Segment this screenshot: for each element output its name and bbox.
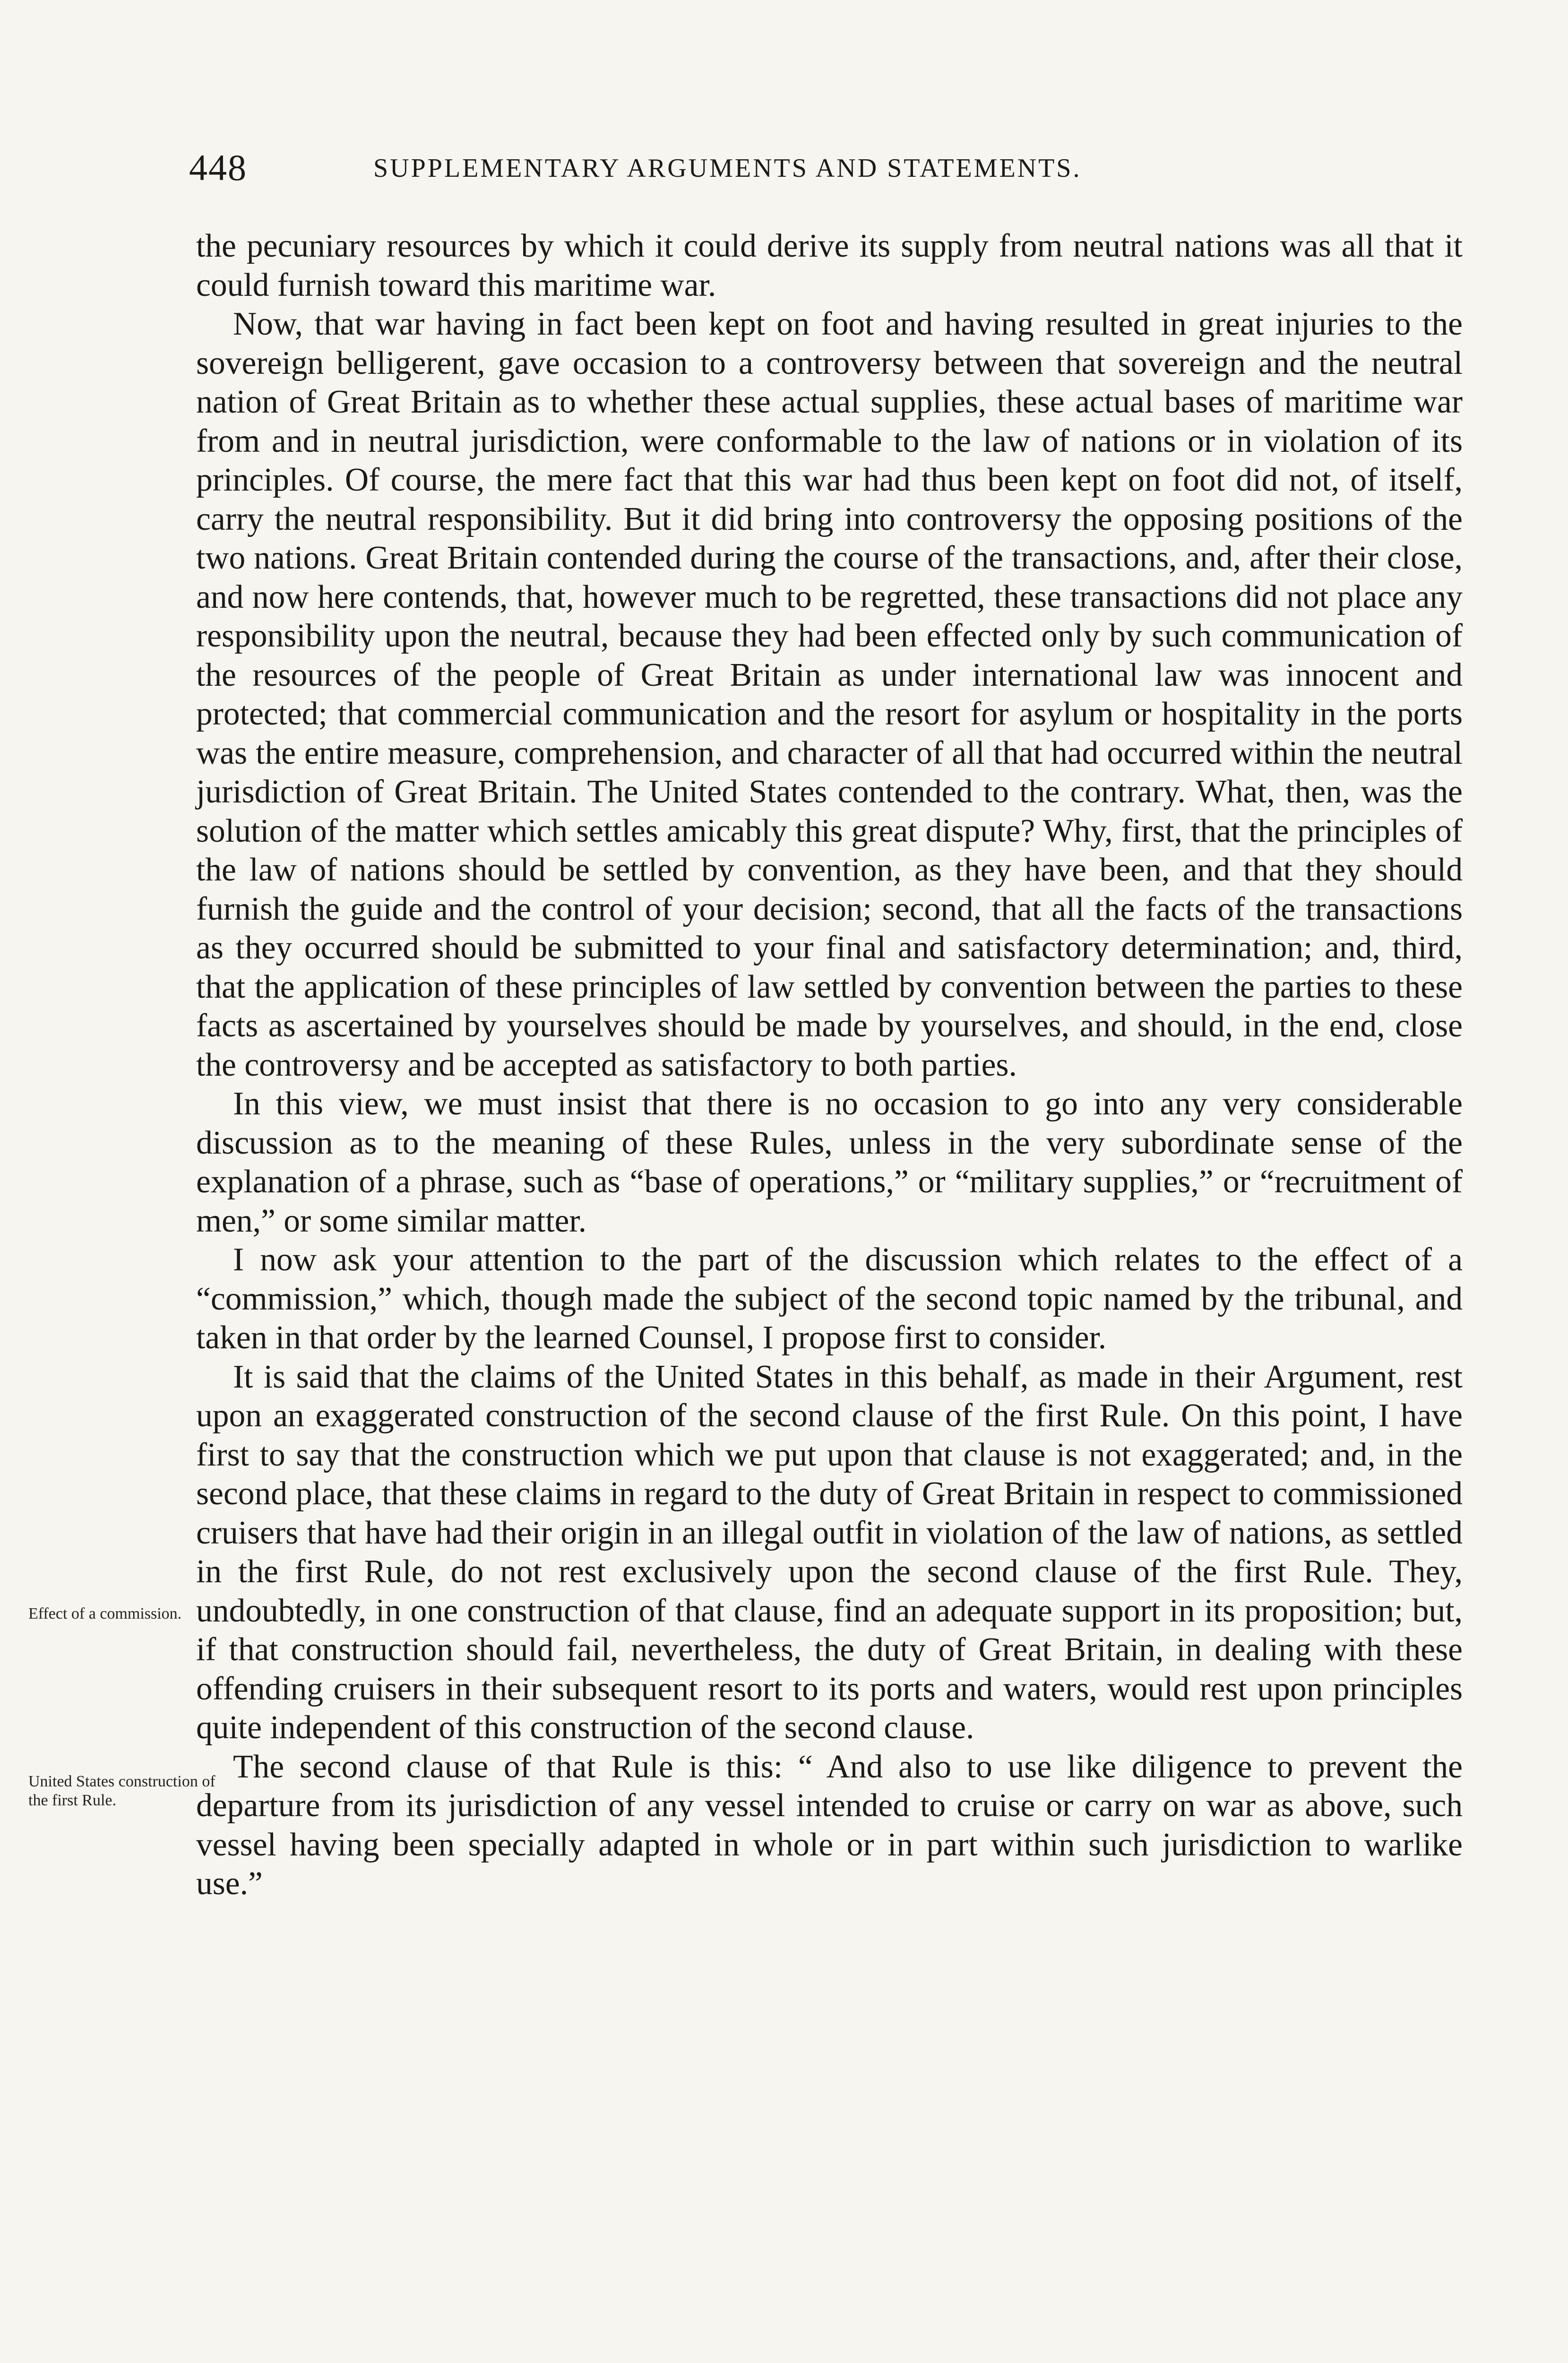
page-number: 448 — [189, 147, 247, 188]
paragraph-2: Now, that war having in fact been kept on foot and having resulted in great injuries to the sovereign belligerent, gave occasion to a controversy between that sovereign and the neutral nation of Great Britain as to whether these actual supplies, these actual bases of maritime war from and in neutral jurisdiction, were conformable to the law of nations or in violation of its principles. Of course, the mere fact that this war had thus been kept on foot did not, of itself, carry the neutral responsibility. But it did bring into controversy the opposing positions of the two nations. Great Britain contended during the course of the transactions, and, after their close, and now here contends, that, however much to be regretted, these transactions did not place any responsibility upon the neutral, because they had been effected only by such communication of the resources of the people of Great Britain as under international law was innocent and protected; that commercial communication and the resort for asylum or hospitality in the ports was the entire measure, comprehension, and character of all that had occurred within the neutral jurisdiction of Great Britain. The United States contended to the contrary. What, then, was the solution of the matter which settles amicably this great dispute? Why, first, that the principles of the law of nations should be settled by convention, as they have been, and that they should furnish the guide and the control of your decision; second, that all the facts of the transactions as they occurred should be submitted to your final and satisfactory determination; and, third, that the application of these principles of law settled by convention between the parties to these facts as ascertained by yourselves should be made by yourselves, and should, in the end, close the controversy and be accepted as satisfactory to both parties. — [196, 306, 1463, 1083]
body-text — [196, 227, 1463, 1904]
paragraph-6: The second clause of that Rule is this: “ And also to use like diligence to prevent the departure from its jurisdiction of any vessel intended to cruise or carry on war as above, such vessel having been specially adapted in whole or in part within such jurisdiction to warlike use.” — [196, 1748, 1463, 1902]
running-title: SUPPLEMENTARY ARGUMENTS AND STATEMENTS. — [373, 154, 1082, 183]
paragraph-5: It is said that the claims of the United States in this behalf, as made in their Argument, rest upon an exaggerated construction of the second clause of the first Rule. On this point, I have first to say that the construction which we put upon that clause is not exaggerated; and, in the second place, that these claims in regard to the duty of Great Britain in respect to commissioned cruisers that have had their origin in an illegal outfit in violation of the law of nations, as settled in the first Rule, do not rest exclusively upon the second clause of the first Rule. They, undoubtedly, in one construction of that clause, find an adequate support in its proposition; but, if that construction should fail, nevertheless, the duty of Great Britain, in dealing with these offending cruisers in their subsequent resort to its ports and waters, would rest upon principles quite independent of this construction of the second clause. — [196, 1358, 1463, 1746]
paragraph-3: In this view, we must insist that there is no occasion to go into any very considerable discussion as to the meaning of these Rules, unless in the very subordinate sense of the explanation of a phrase, such as “base of operations,” or “military supplies,” or “recruitment of men,” or some similar matter. — [196, 1086, 1463, 1239]
running-head — [189, 147, 1295, 198]
margin-note-commission: Effect of a commission. — [28, 1605, 182, 1622]
paragraph-1: the pecuniary resources by which it could derive its supply from neutral nations was all that it could furnish toward this maritime war. — [196, 228, 1463, 303]
margin-note-construction: United States construction of the first Rule. — [28, 1773, 215, 1809]
paragraph-4: I now ask your attention to the part of the discussion which relates to the effect of a “commission,” which, though made the subject of the second topic named by the tribunal, and taken in that order by the learned Counsel, I propose first to consider. — [196, 1242, 1463, 1356]
